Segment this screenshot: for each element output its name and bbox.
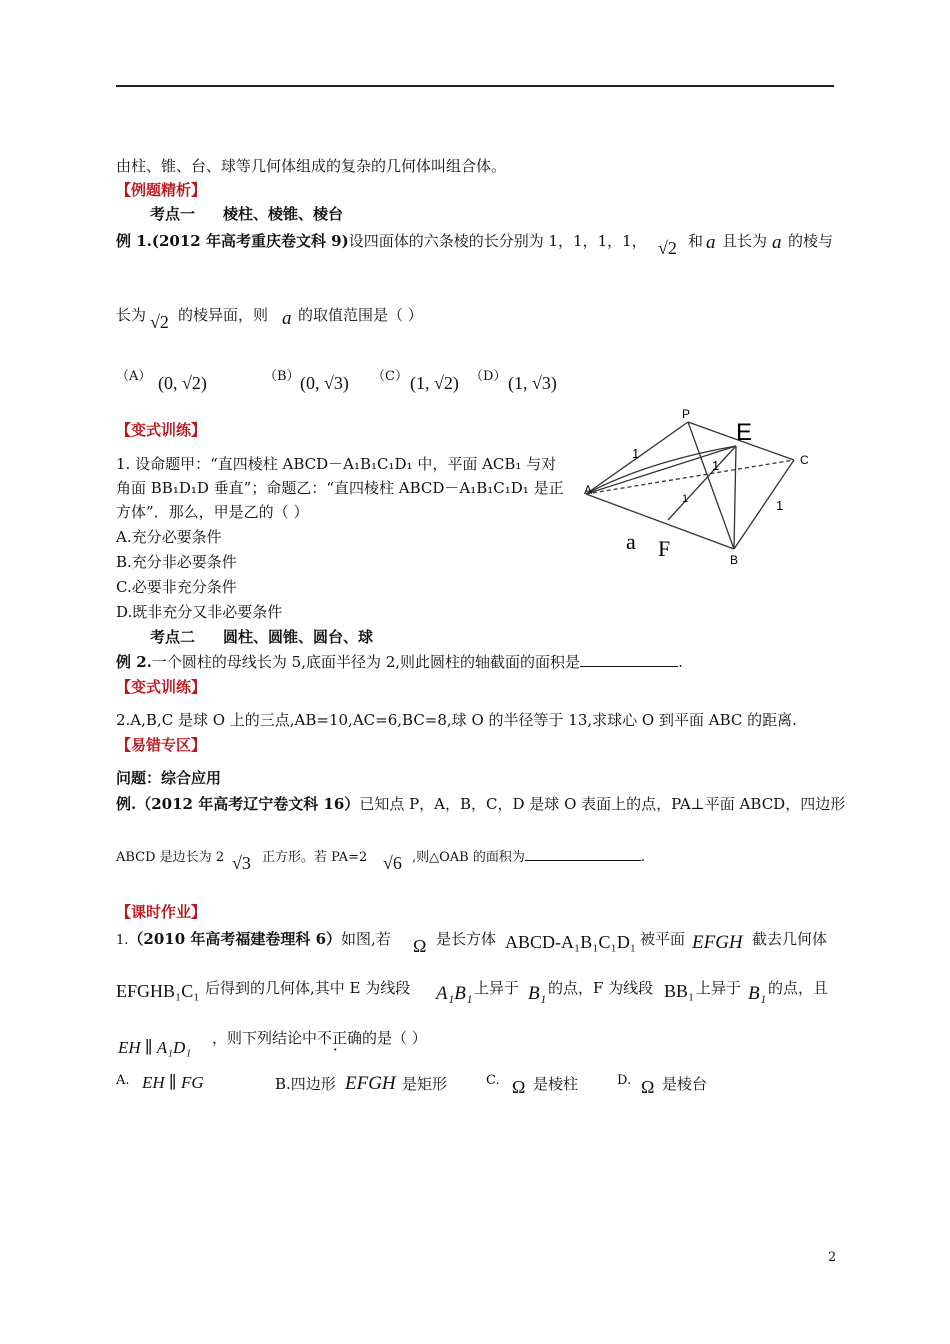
ex1-sqrt2: √2 — [658, 238, 677, 258]
hw1-line2-c: 上异于 — [474, 979, 520, 997]
topic2-label: 考点二 — [150, 628, 196, 646]
edge-bc — [734, 460, 794, 549]
ex1-optC-label: （C） — [372, 369, 408, 384]
ex3-text1: 已知点 P，A，B，C，D 是球 O 表面上的点，PA⊥平面 ABCD，四边形 — [359, 795, 846, 813]
hw1-t2: 是长方体 — [436, 930, 497, 948]
edge-eb — [734, 446, 736, 549]
hw1-line3-emphasis: 不正确 — [317, 1029, 363, 1047]
hw1-efghb1c1: EFGHB₁C₁ — [116, 981, 200, 1001]
topic1-heading — [150, 203, 343, 224]
ex3-answer-blank[interactable] — [525, 847, 641, 861]
tetrahedron-figure — [586, 402, 836, 592]
section-variant-heading-1: 【变式训练】 — [116, 421, 207, 439]
var2-text: 2.A,B,C 是球 O 上的三点,AB=10,AC=6,BC=8,球 O 的半径等于 13,求球心 O 到平面 ABC 的距离. — [116, 711, 797, 729]
hw1-optD-b: 是棱台 — [662, 1075, 708, 1093]
hw1-line2-e: 上异于 — [696, 979, 742, 997]
topic2-title: 圆柱、圆锥、圆台、球 — [223, 628, 374, 646]
intro-text: 由柱、锥、台、球等几何体组成的复杂的几何体叫组合体。 — [116, 157, 507, 175]
ex2-line — [116, 651, 683, 672]
var1-choice-b: B.充分非必要条件 — [116, 553, 237, 571]
ex1-line2-mid: 的棱异面，则 — [178, 306, 269, 324]
ex1-a-2: a — [772, 232, 782, 253]
hw1-line2-f: 的点，且 — [768, 979, 829, 997]
topic2-heading — [150, 626, 373, 647]
section-examples-heading: 【例题精析】 — [116, 181, 207, 199]
topic1-label: 考点一 — [150, 205, 196, 223]
ex1-optD-value: (1, √3) — [508, 373, 557, 393]
hw1-line2-d: 的点，F 为线段 — [548, 979, 654, 997]
hw1-bb1: BB₁ — [664, 981, 695, 1001]
header-rule — [116, 85, 834, 87]
label-a: A — [584, 483, 593, 497]
ex1-and: 和 — [688, 232, 704, 250]
hw1-optC-label: C. — [486, 1073, 500, 1088]
ex3-source: （2012 年高考辽宁卷文科 16） — [136, 795, 360, 813]
ex1-text3: 的棱与 — [788, 232, 834, 250]
ex2-answer-blank[interactable] — [580, 652, 678, 667]
var1-line3: 方体”．那么，甲是乙的（ ） — [116, 503, 309, 521]
ex3-line2-c — [412, 846, 645, 865]
hw1-optB-a: B.四边形 — [275, 1075, 336, 1093]
hw1-t4: 截去几何体 — [752, 930, 828, 948]
ex3-line1 — [116, 793, 845, 814]
label-edge-1a: 1 — [632, 446, 640, 461]
hw1-b1-1: B₁ — [528, 983, 547, 1004]
ex3-line2-c-text: ,则△OAB 的面积为 — [412, 850, 525, 865]
label-edge-1d: 1 — [776, 498, 784, 513]
ex3-label: 例. — [116, 795, 137, 813]
section-homework-heading: 【课时作业】 — [116, 903, 207, 921]
ex1-line2-a: a — [282, 308, 292, 329]
ex1-optB-label: （B） — [264, 369, 300, 384]
topic1-title: 棱柱、棱锥、棱台 — [223, 205, 344, 223]
label-c: C — [800, 453, 809, 467]
hw1-optC-b: 是棱柱 — [533, 1075, 579, 1093]
hw1-efgh: EFGH — [692, 932, 743, 953]
ex1-optA-label: （A） — [116, 369, 152, 384]
ex1-text1: 设四面体的六条棱的长分别为 1，1，1，1， — [348, 232, 647, 250]
hw1-line3-d: 的是（ ） — [362, 1029, 427, 1047]
hw1-num: 1. — [116, 933, 129, 948]
label-a-length: a — [626, 529, 636, 554]
var1-line2: 角面 BB₁D₁D 垂直”；命题乙：“直四棱柱 ABCD－A₁B₁C₁D₁ 是正 — [116, 479, 564, 497]
ex2-text: 一个圆柱的母线长为 5,底面半径为 2,则此圆柱的轴截面的面积是 — [151, 653, 581, 671]
hw1-abcd: ABCD-A₁B₁C₁D₁ — [505, 932, 637, 952]
ex2-label: 例 2. — [116, 653, 152, 671]
ex1-text2: 且长为 — [722, 232, 768, 250]
hw1-source: （2010 年高考福建卷理科 6） — [128, 930, 342, 948]
ex3-line2-b: 正方形。若 PA=2 — [262, 850, 368, 865]
var1-choice-c: C.必要非充分条件 — [116, 578, 237, 596]
ex1-line2-post: 的取值范围是（ ） — [298, 306, 423, 324]
section-errors-heading: 【易错专区】 — [116, 736, 207, 754]
hw1-optA-label: A. — [116, 1073, 130, 1088]
ex1-line1 — [116, 230, 647, 251]
label-e: E — [736, 419, 753, 446]
var1-line1: 1. 设命题甲：“直四棱柱 ABCD－A₁B₁C₁D₁ 中，平面 ACB₁ 与对 — [116, 455, 557, 473]
ex1-line2-pre: 长为 — [116, 306, 147, 324]
hw1-line1-a — [116, 928, 391, 949]
label-edge-1b: 1 — [712, 458, 720, 473]
ex1-source: (2012 年高考重庆卷文科 9) — [151, 232, 349, 250]
ex3-sqrt6: √6 — [383, 853, 402, 873]
ex1-label: 例 1. — [116, 232, 152, 250]
hw1-optD-omega: Ω — [641, 1077, 655, 1097]
ex3-end: . — [640, 850, 646, 865]
hw1-optC-omega: Ω — [512, 1077, 526, 1097]
label-f: F — [658, 536, 671, 561]
hw1-optA: EH ∥ FG — [142, 1073, 204, 1092]
hw1-a1b1: A₁B₁ — [436, 983, 473, 1004]
ex1-optA-value: (0, √2) — [158, 373, 207, 393]
problem-heading: 问题：综合应用 — [116, 769, 222, 787]
ex1-a-1: a — [706, 232, 716, 253]
ex3-sqrt3: √3 — [232, 853, 251, 873]
hw1-optB-efgh: EFGH — [345, 1073, 396, 1094]
hw1-omega: Ω — [413, 936, 427, 956]
label-b: B — [730, 553, 739, 567]
label-p: P — [682, 407, 691, 421]
label-edge-1c: 1 — [682, 493, 689, 505]
ex1-optB-value: (0, √3) — [300, 373, 349, 393]
hw1-optD-label: D. — [617, 1073, 632, 1088]
hw1-optB-c: 是矩形 — [402, 1075, 448, 1093]
ex1-optD-label: （D） — [470, 369, 507, 384]
ex1-optC-value: (1, √2) — [410, 373, 459, 393]
var1-choice-a: A.充分必要条件 — [116, 528, 222, 546]
hw1-line3-b: ，则下列结论中 — [212, 1029, 318, 1047]
var1-choice-d: D.既非充分又非必要条件 — [116, 603, 283, 621]
hw1-t1: 如图,若 — [341, 930, 391, 948]
hw1-t3: 被平面 — [640, 930, 686, 948]
ex3-line2-a: ABCD 是边长为 2 — [116, 850, 225, 865]
page-number: 2 — [828, 1250, 837, 1265]
ex2-end: . — [678, 653, 683, 671]
hw1-eh-a1d1: EH ∥ A₁D₁ — [118, 1038, 192, 1057]
edge-ac-hidden — [586, 460, 794, 494]
section-variant-heading-2: 【变式训练】 — [116, 678, 207, 696]
ex1-line2-sqrt2: √2 — [150, 312, 169, 332]
hw1-line3 — [212, 1027, 427, 1048]
hw1-b1-2: B₁ — [748, 983, 767, 1004]
hw1-line2-b: 后得到的几何体,其中 E 为线段 — [205, 979, 411, 997]
edge-pb — [688, 422, 734, 549]
